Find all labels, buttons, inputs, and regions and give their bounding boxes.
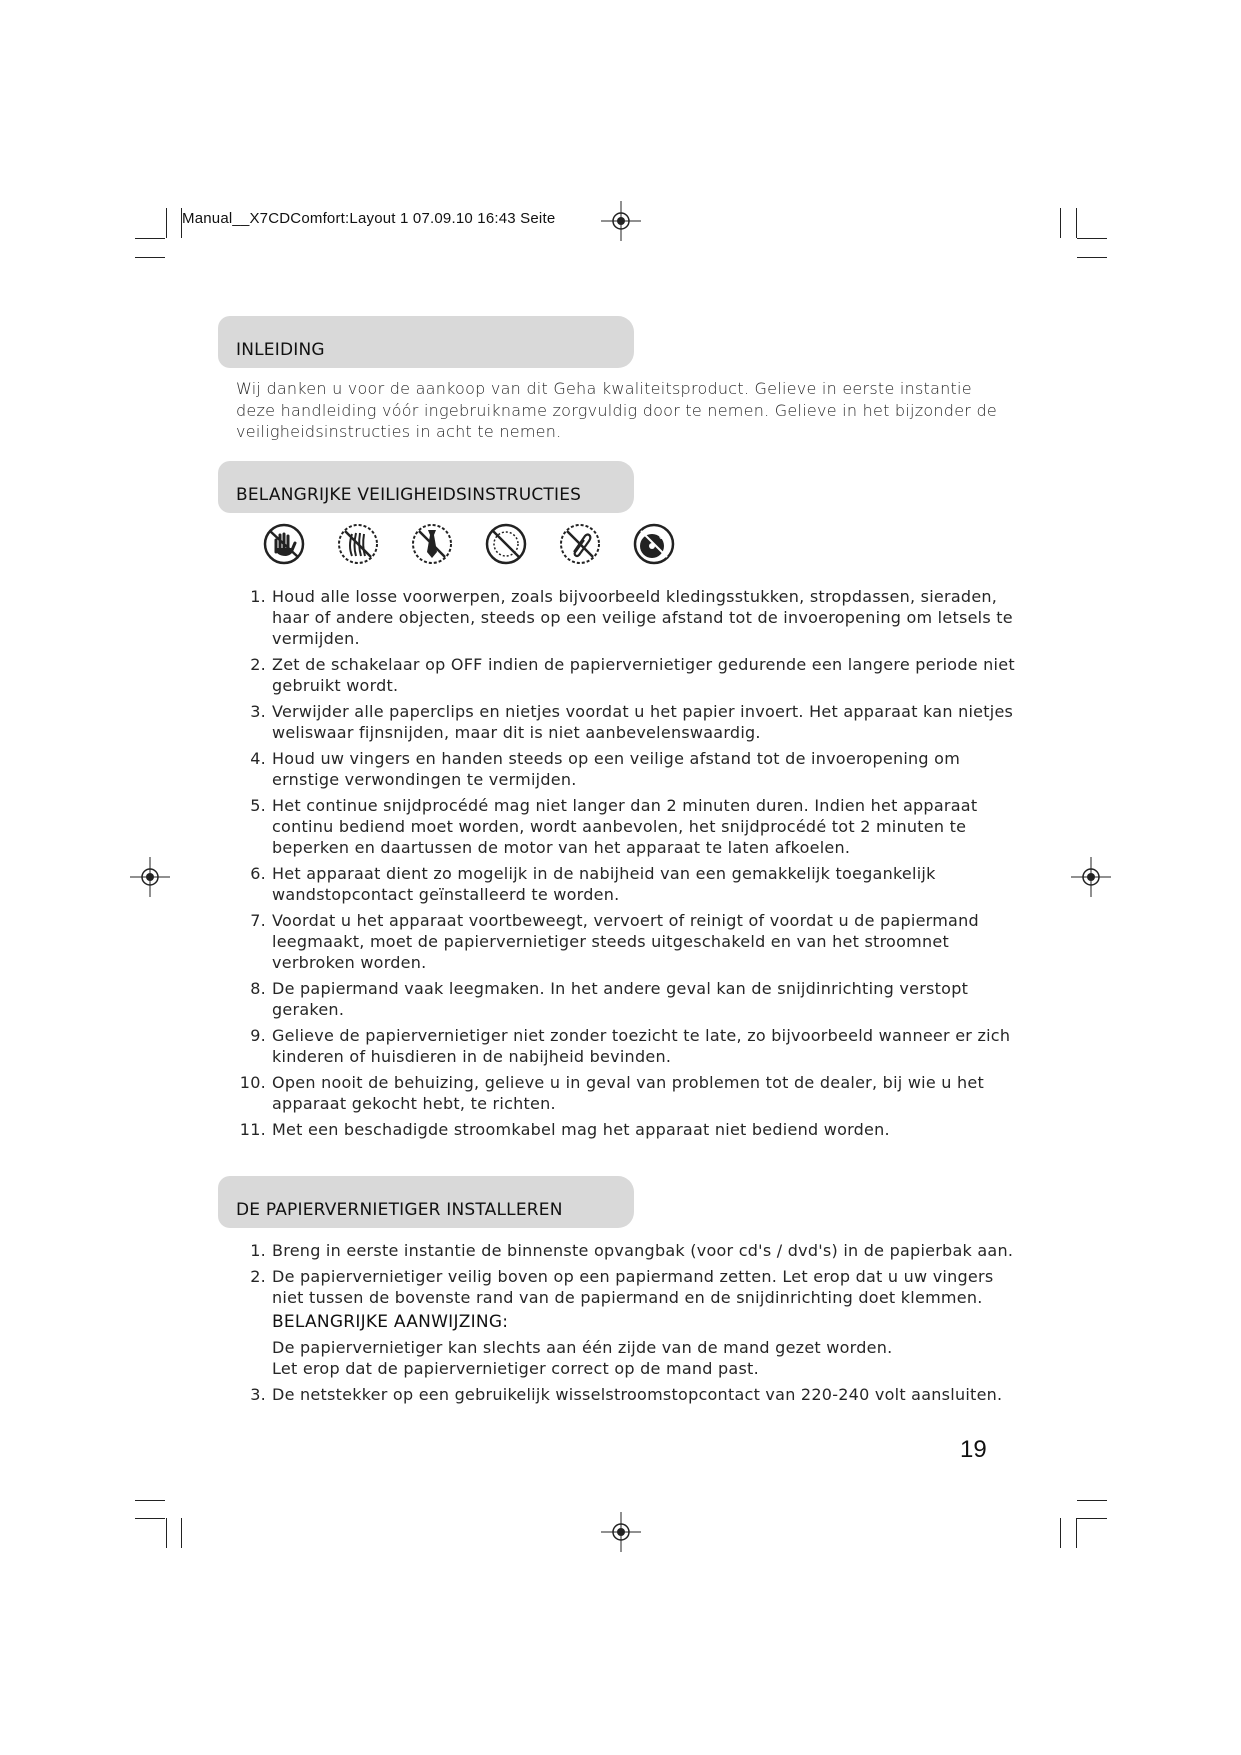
list-item: 3. Verwijder alle paperclips en nietjes voordat u het papier invoert. Het apparaat kan nietjes weliswaar fijnsnijden, maar dit is niet aanbevelenswaardig. <box>250 702 1014 742</box>
list-item: 3. De netstekker op een gebruikelijk wisselstroomstopcontact van 220-240 volt aansluiten. <box>250 1385 1003 1404</box>
registration-mark-icon <box>1071 857 1111 897</box>
section-title: DE PAPIERVERNIETIGER INSTALLEREN <box>236 1200 563 1220</box>
registration-mark-icon <box>601 1512 641 1552</box>
section-header-install <box>218 1176 634 1228</box>
crop-mark <box>181 1518 182 1548</box>
list-item: 2. Zet de schakelaar op OFF indien de papiervernietiger gedurende een langere periode niet gebruikt wordt. <box>250 655 1015 695</box>
no-hair-icon <box>336 522 380 566</box>
list-item: 11. Met een beschadigde stroomkabel mag het apparaat niet bediend worden. <box>239 1120 890 1139</box>
crop-mark <box>135 238 165 239</box>
crop-mark <box>166 1518 167 1548</box>
list-item: 10. Open nooit de behuizing, gelieve u in geval van problemen tot de dealer, bij wie u het apparaat gekocht hebt, te richten. <box>239 1073 985 1113</box>
section-title: INLEIDING <box>236 340 325 360</box>
section-header-intro <box>218 316 634 368</box>
registration-mark-icon <box>601 201 641 241</box>
intro-paragraph: Wij danken u voor de aankoop van dit Geha kwaliteitsproduct. Gelieve in eerste instantie deze handleiding vóór ingebruikname zorgvuldig door te nemen. Gelieve in het bijzonder de veiligheidsinstructies in acht te nemen. <box>236 379 997 441</box>
crop-mark <box>1076 208 1077 238</box>
crop-mark <box>135 257 165 258</box>
print-slug: Manual__X7CDComfort:Layout 1 07.09.10 16:43 Seite <box>182 210 556 227</box>
list-item: 6. Het apparaat dient zo mogelijk in de nabijheid van een gemakkelijk toegankelijk wandstopcontact geïnstalleerd te worden. <box>250 864 936 904</box>
list-item: 2. De papiervernietiger veilig boven op een papiermand zetten. Let erop dat u uw vingers niet tussen de bovenste rand van de papiermand en de snijdinrichting doet klemmen. BELANGRIJKE AANWIJZING: De papiervernietiger kan slechts aan één zijde van de mand gezet worden. Let erop dat de papiervernietiger correct op de mand past. <box>236 1266 1016 1379</box>
crop-mark <box>1077 257 1107 258</box>
no-paperclip-icon <box>558 522 602 566</box>
note-line: Let erop dat de papiervernietiger correct op de mand past. <box>272 1359 759 1378</box>
crop-mark <box>1060 208 1061 238</box>
list-item: 1. Breng in eerste instantie de binnenste opvangbak (voor cd's / dvd's) in de papierbak aan. <box>250 1241 1014 1260</box>
note-line: De papiervernietiger kan slechts aan één zijde van de mand gezet worden. <box>272 1338 893 1357</box>
crop-mark <box>166 208 167 238</box>
crop-mark <box>135 1518 165 1519</box>
safety-instruction-list <box>236 586 1016 1145</box>
no-cd-icon <box>632 522 676 566</box>
section-header-safety <box>218 461 634 513</box>
crop-mark <box>1077 1518 1107 1519</box>
list-item: 5. Het continue snijdprocédé mag niet langer dan 2 minuten duren. Indien het apparaat continu bediend moet worden, wordt aanbevolen, het snijdprocédé tot 2 minuten te beperken en daartussen de motor van het apparaat te laten afkoelen. <box>250 796 978 857</box>
registration-mark-icon <box>130 857 170 897</box>
list-item: 7. Voordat u het apparaat voortbeweegt, vervoert of reinigt of voordat u de papiermand leegmaakt, moet de papiervernietiger steeds uitgeschakeld en van het stroomnet verbroken worden. <box>250 911 979 972</box>
no-jewelry-icon <box>484 522 528 566</box>
crop-mark <box>1060 1518 1061 1548</box>
no-hands-icon <box>262 522 306 566</box>
svg-text:CD: CD <box>659 533 670 541</box>
crop-mark <box>1077 1500 1107 1501</box>
list-item: 9. Gelieve de papiervernietiger niet zonder toezicht te late, zo bijvoorbeeld wanneer er zich kinderen of huisdieren in de nabijheid bevinden. <box>250 1026 1011 1066</box>
crop-mark <box>1077 238 1107 239</box>
crop-mark <box>1076 1518 1077 1548</box>
list-item: 8. De papiermand vaak leegmaken. In het andere geval kan de snijdinrichting verstopt geraken. <box>250 979 969 1019</box>
list-item: 4. Houd uw vingers en handen steeds op een veilige afstand tot de invoeropening om ernstige verwondingen te vermijden. <box>250 749 961 789</box>
section-title: BELANGRIJKE VEILIGHEIDSINSTRUCTIES <box>236 485 582 505</box>
page-number: 19 <box>960 1436 987 1463</box>
install-instruction-list <box>236 1240 1016 1410</box>
no-tie-icon <box>410 522 454 566</box>
note-title: BELANGRIJKE AANWIJZING: <box>272 1312 509 1332</box>
crop-mark <box>135 1500 165 1501</box>
list-item: 1. Houd alle losse voorwerpen, zoals bijvoorbeeld kledingsstukken, stropdassen, sieraden, haar of andere objecten, steeds op een veilige afstand tot de invoeropening om letsels te vermijden. <box>250 587 1013 648</box>
